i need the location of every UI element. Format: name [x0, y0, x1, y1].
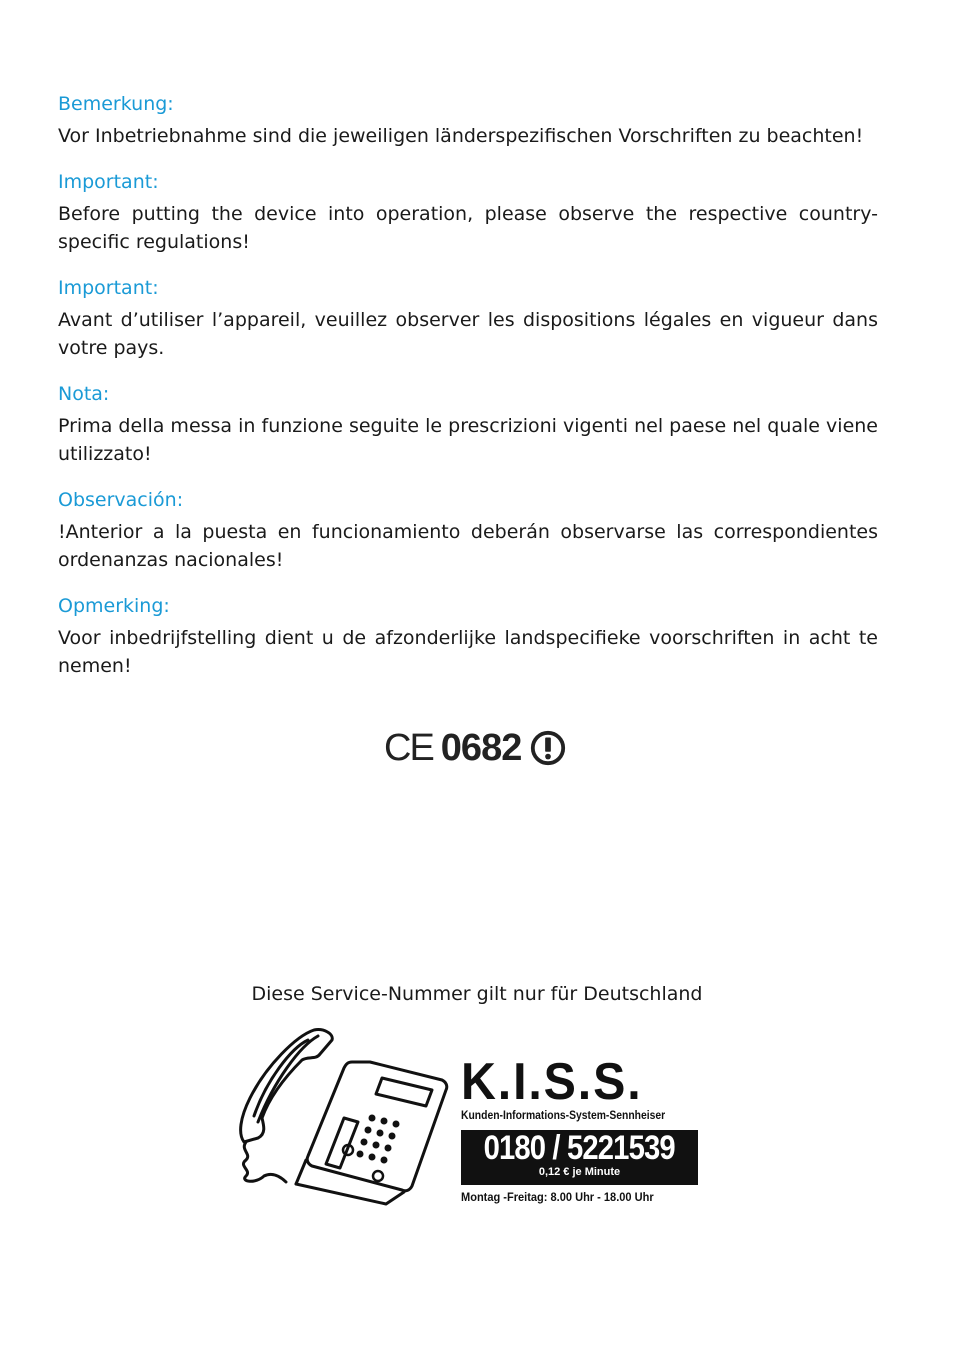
note-text: !Anterior a la puesta en funcionamiento deberán observarse las correspondientes ordenanzas nacionales!	[58, 521, 878, 571]
note-heading: Important:	[58, 171, 159, 193]
note-text: Before putting the device into operation, please observe the respective country-specific regulations!	[58, 203, 878, 253]
note-heading: Nota:	[58, 383, 110, 405]
kiss-service-block	[461, 1053, 701, 1204]
phone-number-box	[461, 1130, 698, 1185]
note-heading: Observación:	[58, 489, 184, 511]
service-note: Diese Service-Nummer gilt nur für Deutschland	[251, 983, 703, 1005]
note-heading: Important:	[58, 277, 159, 299]
note-fr	[58, 274, 878, 362]
service-hours: Montag -Freitag: 8.00 Uhr - 18.00 Uhr	[461, 1190, 654, 1204]
note-text: Prima della messa in funzione seguite le prescrizioni vigenti nel paese nel quale viene utilizzato!	[58, 415, 878, 465]
service-phone-number[interactable]: 0180 / 5221539	[483, 1129, 676, 1167]
note-text: Voor inbedrijfstelling dient u de afzonderlijke landspecifieke voorschriften in acht te nemen!	[58, 627, 878, 677]
ce-mark: CE	[384, 726, 433, 769]
note-it	[58, 380, 878, 468]
notes-section	[58, 90, 878, 698]
call-price: 0,12 € je Minute	[538, 1166, 621, 1178]
note-es	[58, 486, 878, 574]
note-heading: Opmerking:	[58, 595, 170, 617]
note-nl	[58, 592, 878, 680]
telephone-icon	[236, 1026, 451, 1206]
note-heading: Bemerkung:	[58, 93, 174, 115]
note-de	[58, 90, 878, 150]
note-en	[58, 168, 878, 256]
alert-circle-icon	[529, 729, 567, 767]
note-text: Vor Inbetriebnahme sind die jeweiligen länderspezifischen Vorschriften zu beachten!	[58, 125, 864, 147]
kiss-subtitle: Kunden-Informations-System-Sennheiser	[461, 1110, 666, 1122]
notified-body-number: 0682	[440, 726, 522, 769]
kiss-logo: K.I.S.S.	[461, 1053, 643, 1111]
ce-certification	[384, 726, 567, 770]
note-text: Avant d’utiliser l’appareil, veuillez observer les dispositions légales en vigueur dans votre pays.	[58, 309, 878, 359]
